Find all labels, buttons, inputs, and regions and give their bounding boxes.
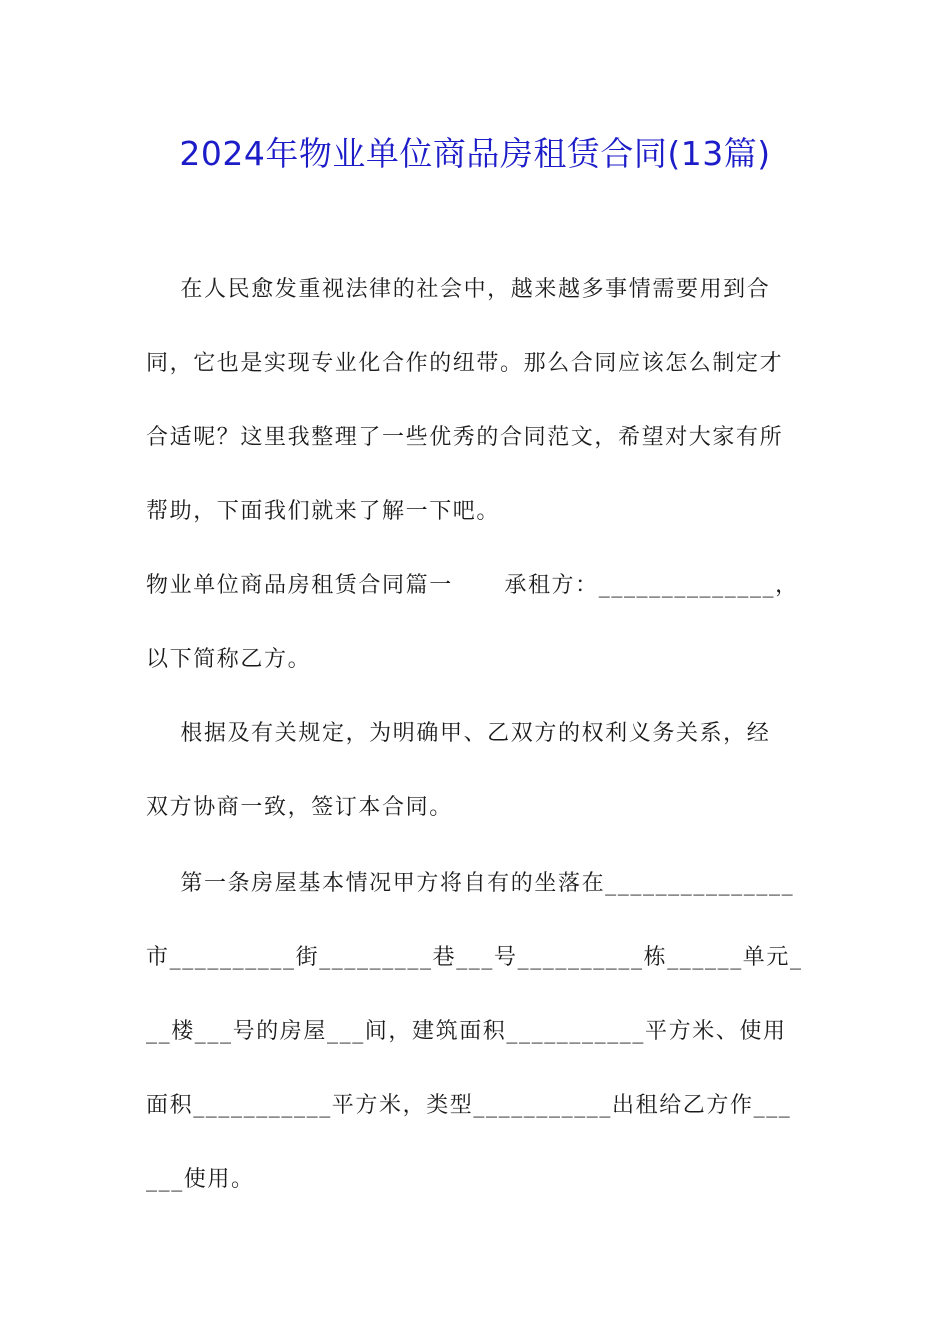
- body-line: 在人民愈发重视法律的社会中，越来越多事情需要用到合: [146, 277, 771, 302]
- body-line: 合适呢？这里我整理了一些优秀的合同范文，希望对大家有所: [146, 425, 784, 450]
- body-line: 根据及有关规定，为明确甲、乙双方的权利义务关系，经: [146, 721, 771, 746]
- body-line: 同，它也是实现专业化合作的纽带。那么合同应该怎么制定才: [146, 351, 784, 376]
- body-line: 帮助，下面我们就来了解一下吧。: [146, 499, 501, 524]
- body-line: ___使用。: [146, 1167, 255, 1192]
- body-line: 双方协商一致，签订本合同。: [146, 795, 453, 820]
- body-line: 市__________街_________巷___号__________栋______单元_: [146, 945, 803, 970]
- body-line: __楼___号的房屋___间，建筑面积___________平方米、使用: [146, 1019, 787, 1044]
- document-title: 2024年物业单位商品房租赁合同(13篇): [179, 134, 771, 173]
- body-line: 第一条房屋基本情况甲方将自有的坐落在_______________: [146, 871, 795, 896]
- body-line: 以下简称乙方。: [146, 647, 312, 672]
- body-line: 面积___________平方米，类型___________出租给乙方作___: [146, 1093, 792, 1118]
- section-heading-line: 物业单位商品房租赁合同篇一 承租方：______________，: [146, 573, 799, 598]
